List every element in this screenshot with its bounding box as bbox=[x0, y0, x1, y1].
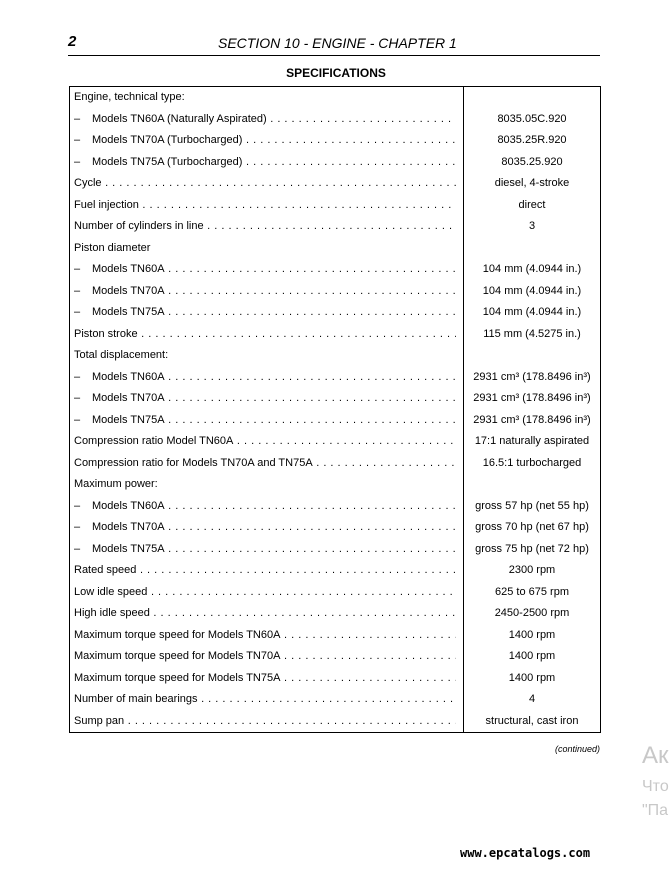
table-row bbox=[70, 517, 600, 539]
spec-label-text: Models TN70A . . . bbox=[92, 392, 456, 404]
bullet-dash: – bbox=[74, 112, 81, 125]
spec-label-text: Engine, technical type: bbox=[74, 91, 185, 103]
spec-value: 2450-2500 rpm bbox=[494, 607, 570, 619]
bullet-dash: – bbox=[74, 499, 81, 512]
spec-label bbox=[74, 302, 456, 324]
spec-value: diesel, 4-stroke bbox=[494, 177, 570, 189]
spec-value: 2300 rpm bbox=[508, 564, 556, 576]
spec-label-text: Fuel injection . . . bbox=[74, 199, 456, 211]
spec-value: 115 mm (4.5275 in.) bbox=[483, 327, 581, 340]
bullet-dash: – bbox=[74, 542, 81, 555]
spec-label bbox=[74, 539, 456, 561]
table-row bbox=[70, 668, 600, 690]
table-row bbox=[70, 302, 600, 324]
spec-label bbox=[74, 367, 456, 389]
overlay-text-line-3: "Па bbox=[642, 802, 669, 819]
spec-value: direct bbox=[518, 198, 546, 211]
spec-label-text: Sump pan . . . bbox=[74, 715, 456, 727]
spec-value: gross 70 hp (net 67 hp) bbox=[475, 521, 589, 533]
table-row bbox=[70, 281, 600, 303]
spec-label-text: Models TN60A . . . bbox=[92, 371, 456, 383]
spec-label-text: Maximum torque speed for Models TN70A . . . bbox=[74, 650, 456, 662]
spec-value: 8035.05C.920 bbox=[497, 112, 567, 125]
spec-label-text: Compression ratio for Models TN70A and TN75A . . . bbox=[74, 457, 456, 469]
spec-value: 4 bbox=[528, 693, 536, 705]
table-row bbox=[70, 238, 600, 260]
spec-label-text: Models TN60A . . . bbox=[92, 263, 456, 275]
bullet-dash: – bbox=[74, 413, 81, 426]
overlay-text-line-1: Ак bbox=[642, 742, 669, 769]
table-row bbox=[70, 496, 600, 518]
spec-value: 625 to 675 rpm bbox=[495, 585, 569, 598]
spec-label bbox=[74, 410, 456, 432]
spec-value: 3 bbox=[528, 220, 536, 232]
spec-label bbox=[74, 625, 456, 647]
table-row bbox=[70, 711, 600, 733]
table-row bbox=[70, 388, 600, 410]
table-row bbox=[70, 130, 600, 152]
spec-label-text: Maximum power: bbox=[74, 478, 158, 490]
table-row bbox=[70, 259, 600, 281]
spec-label-text: Number of main bearings . . . bbox=[74, 693, 456, 705]
table-row bbox=[70, 431, 600, 453]
spec-label bbox=[74, 324, 456, 346]
spec-label-text: Models TN70A (Turbocharged) . . . bbox=[92, 134, 456, 146]
table-row bbox=[70, 453, 600, 475]
bullet-dash: – bbox=[74, 155, 81, 168]
spec-label bbox=[74, 259, 456, 281]
spec-value: 17:1 naturally aspirated bbox=[474, 435, 590, 447]
spec-label bbox=[74, 582, 456, 604]
spec-label-text: Models TN60A . . . bbox=[92, 500, 456, 512]
spec-value: 1400 rpm bbox=[508, 650, 556, 662]
spec-label bbox=[74, 345, 456, 367]
table-row bbox=[70, 560, 600, 582]
spec-label bbox=[74, 388, 456, 410]
table-row bbox=[70, 87, 600, 109]
bullet-dash: – bbox=[74, 134, 81, 146]
bullet-dash: – bbox=[74, 392, 81, 404]
spec-label bbox=[74, 668, 456, 690]
spec-value: 8035.25R.920 bbox=[497, 134, 567, 146]
spec-value: 104 mm (4.0944 in.) bbox=[482, 284, 582, 297]
spec-label-text: Low idle speed . . . bbox=[74, 586, 456, 598]
spec-label bbox=[74, 238, 456, 260]
spec-label-text: Maximum torque speed for Models TN75A . . . bbox=[74, 672, 456, 684]
bullet-dash: – bbox=[74, 263, 81, 275]
spec-label-text: Models TN75A . . . bbox=[92, 414, 456, 426]
spec-value: 1400 rpm bbox=[508, 628, 556, 641]
table-row bbox=[70, 474, 600, 496]
spec-label bbox=[74, 603, 456, 625]
spec-label bbox=[74, 431, 456, 453]
spec-value: structural, cast iron bbox=[485, 714, 579, 727]
table-row bbox=[70, 646, 600, 668]
spec-value: 16.5:1 turbocharged bbox=[482, 456, 582, 469]
specifications-table bbox=[69, 86, 601, 733]
header-divider bbox=[68, 55, 600, 56]
table-row bbox=[70, 625, 600, 647]
overlay-text-line-2: Что bbox=[642, 778, 669, 795]
spec-label bbox=[74, 646, 456, 668]
footer-url[interactable]: www.epcatalogs.com bbox=[460, 846, 591, 860]
table-row bbox=[70, 109, 600, 131]
table-row bbox=[70, 582, 600, 604]
spec-label-text: Models TN75A (Turbocharged) . . . bbox=[92, 156, 456, 168]
spec-label bbox=[74, 517, 456, 539]
spec-label bbox=[74, 173, 456, 195]
table-row bbox=[70, 345, 600, 367]
spec-label bbox=[74, 216, 456, 238]
spec-label-text: Piston stroke . . . bbox=[74, 328, 456, 340]
spec-label-text: Models TN60A (Naturally Aspirated) . . . bbox=[92, 113, 456, 125]
spec-label bbox=[74, 560, 456, 582]
spec-label-text: Piston diameter bbox=[74, 241, 151, 254]
bullet-dash: – bbox=[74, 521, 81, 533]
spec-label bbox=[74, 281, 456, 303]
table-row bbox=[70, 324, 600, 346]
table-row bbox=[70, 195, 600, 217]
spec-value: 2931 cm³ (178.8496 in³) bbox=[473, 413, 591, 426]
spec-label-text: Models TN70A . . . bbox=[92, 285, 456, 297]
spec-value: 104 mm (4.0944 in.) bbox=[482, 306, 582, 318]
spec-label bbox=[74, 689, 456, 711]
spec-label-text: Total displacement: bbox=[74, 349, 169, 361]
spec-label bbox=[74, 130, 456, 152]
spec-value: 104 mm (4.0944 in.) bbox=[482, 263, 582, 275]
spec-label-text: Models TN75A . . . bbox=[92, 543, 456, 555]
table-row bbox=[70, 367, 600, 389]
continued-note: (continued) bbox=[555, 744, 601, 754]
spec-value: gross 75 hp (net 72 hp) bbox=[475, 542, 589, 555]
spec-label-text: Compression ratio Model TN60A . . . bbox=[74, 435, 456, 447]
spec-label bbox=[74, 711, 456, 733]
spec-label-text: Models TN70A . . . bbox=[92, 521, 456, 533]
spec-value: 2931 cm³ (178.8496 in³) bbox=[473, 370, 591, 383]
table-row bbox=[70, 173, 600, 195]
spec-label-text: High idle speed . . . bbox=[74, 607, 456, 619]
spec-label bbox=[74, 87, 456, 109]
bullet-dash: – bbox=[74, 306, 81, 318]
spec-label bbox=[74, 474, 456, 496]
spec-label-text: Rated speed . . . bbox=[74, 564, 456, 576]
spec-value: gross 57 hp (net 55 hp) bbox=[475, 499, 589, 512]
spec-label bbox=[74, 109, 456, 131]
spec-label-text: Number of cylinders in line . . . bbox=[74, 220, 456, 232]
spec-label bbox=[74, 152, 456, 174]
page-number: 2 bbox=[68, 33, 77, 50]
specifications-title: SPECIFICATIONS bbox=[286, 66, 386, 80]
table-row bbox=[70, 539, 600, 561]
spec-value: 1400 rpm bbox=[508, 671, 556, 684]
table-row bbox=[70, 152, 600, 174]
spec-label bbox=[74, 195, 456, 217]
spec-label-text: Cycle . . . bbox=[74, 177, 456, 189]
table-row bbox=[70, 689, 600, 711]
table-row bbox=[70, 410, 600, 432]
spec-label bbox=[74, 453, 456, 475]
spec-label bbox=[74, 496, 456, 518]
spec-label-text: Models TN75A . . . bbox=[92, 306, 456, 318]
spec-label-text: Maximum torque speed for Models TN60A . . . bbox=[74, 629, 456, 641]
spec-value: 2931 cm³ (178.8496 in³) bbox=[473, 392, 591, 404]
section-header-title: SECTION 10 - ENGINE - CHAPTER 1 bbox=[218, 35, 457, 51]
bullet-dash: – bbox=[74, 370, 81, 383]
spec-value: 8035.25.920 bbox=[501, 155, 563, 168]
table-row bbox=[70, 603, 600, 625]
bullet-dash: – bbox=[74, 284, 81, 297]
table-row bbox=[70, 216, 600, 238]
